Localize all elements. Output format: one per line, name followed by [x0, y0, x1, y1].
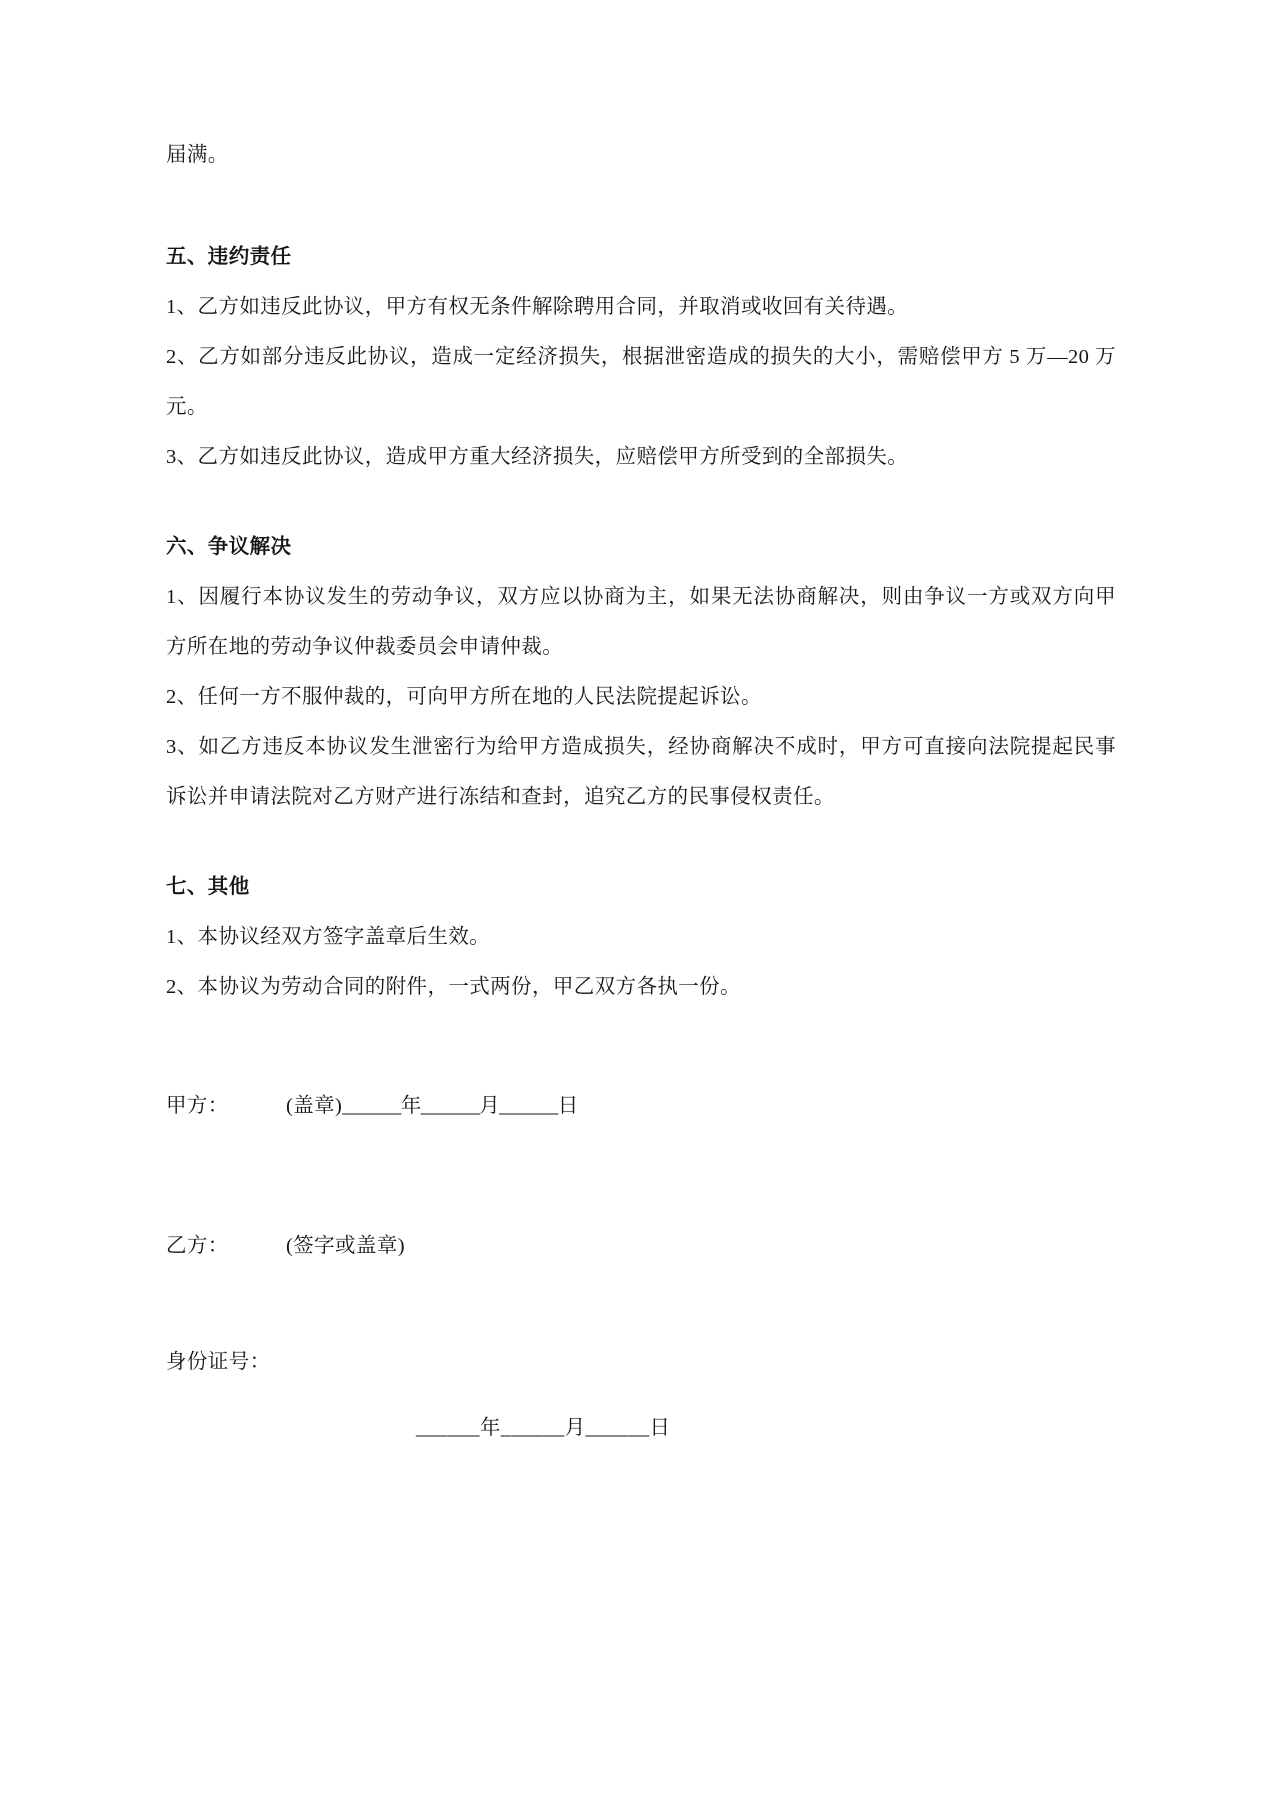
- section-five-item-2: 2、乙方如部分违反此协议，造成一定经济损失，根据泄密造成的损失的大小，需赔偿甲方 5 万—20 万元。: [166, 346, 1116, 418]
- id-number-label: 身份证号：: [166, 1351, 271, 1373]
- party-a-signature-row: [166, 1084, 1116, 1128]
- section-six-item-3: 3、如乙方违反本协议发生泄密行为给甲方造成损失，经协商解决不成时，甲方可直接向法院提起民事诉讼并申请法院对乙方财产进行冻结和查封，追究乙方的民事侵权责任。: [166, 736, 1116, 808]
- section-heading-six: 六、争议解决: [166, 536, 292, 558]
- section-heading-five: 五、违约责任: [166, 246, 292, 268]
- opening-paragraph: 届满。: [166, 144, 229, 166]
- section-seven-item-1: 1、本协议经双方签字盖章后生效。: [166, 926, 491, 948]
- party-a-label: 甲方：: [166, 1095, 229, 1117]
- section-heading-seven: 七、其他: [166, 876, 250, 898]
- section-five-item-1: 1、乙方如违反此协议，甲方有权无条件解除聘用合同，并取消或收回有关待遇。: [166, 296, 909, 318]
- spacer: [166, 180, 1116, 232]
- party-b-label: 乙方：: [166, 1235, 229, 1257]
- party-a-date-blank: ______年______月______日: [342, 1095, 578, 1117]
- section-six-item-1: 1、因履行本协议发生的劳动争议，双方应以协商为主，如果无法协商解决，则由争议一方或双方向甲方所在地的劳动争议仲裁委员会申请仲裁。: [166, 586, 1116, 658]
- id-number-row: [166, 1340, 1116, 1384]
- bottom-date-blank: ______年______月______日: [416, 1417, 671, 1439]
- section-seven-item-2: 2、本协议为劳动合同的附件，一式两份，甲乙双方各执一份。: [166, 976, 741, 998]
- spacer: [166, 1012, 1116, 1084]
- section-five-item-3: 3、乙方如违反此协议，造成甲方重大经济损失，应赔偿甲方所受到的全部损失。: [166, 446, 909, 468]
- party-a-seal-note: (盖章): [286, 1095, 343, 1117]
- spacer: [166, 1268, 1116, 1340]
- party-b-signature-row: [166, 1224, 1116, 1268]
- document-body: [166, 130, 1116, 1450]
- party-b-seal-note: (签字或盖章): [286, 1235, 405, 1257]
- spacer: [166, 482, 1116, 522]
- spacer: [166, 822, 1116, 862]
- spacer: [166, 1384, 1116, 1406]
- section-six-item-2: 2、任何一方不服仲裁的，可向甲方所在地的人民法院提起诉讼。: [166, 686, 762, 708]
- spacer: [166, 1128, 1116, 1224]
